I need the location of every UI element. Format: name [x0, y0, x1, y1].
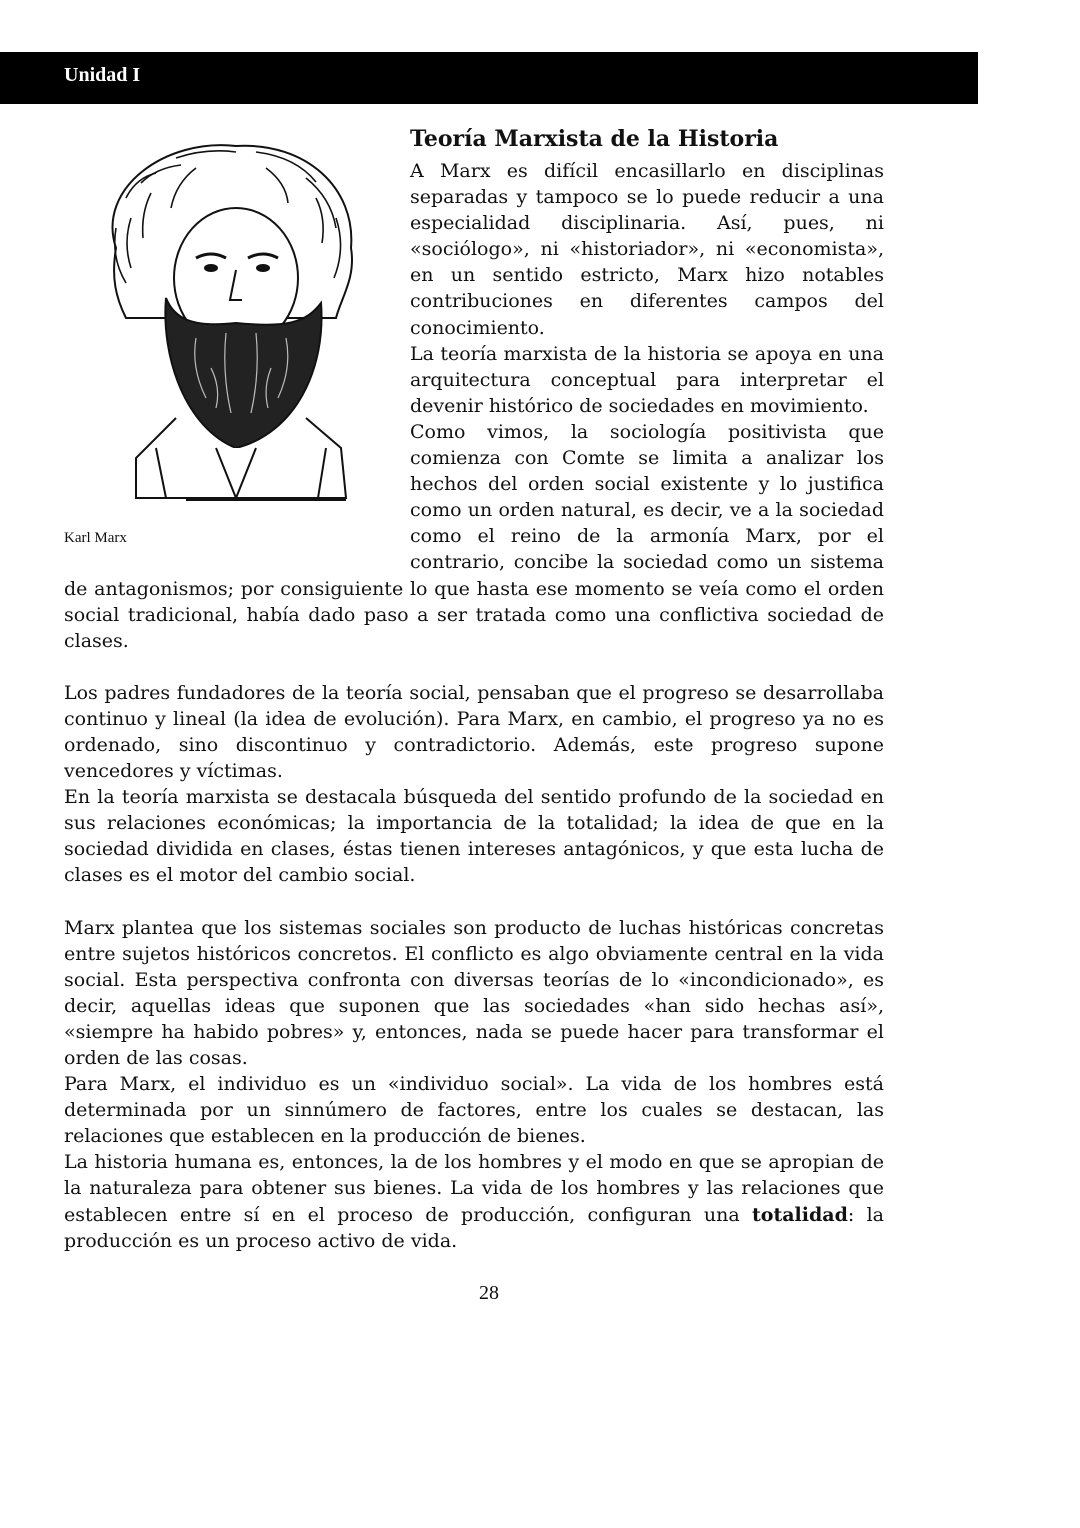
paragraph: Los padres fundadores de la teoría social, pensaban que el progreso se desarrollaba continuo y lineal (la idea de evolución). Para Marx, en cambio, el progreso ya no es ordenado, sino discontinuo y contradictorio. Además, este progreso supone vencedores y víctimas. [64, 681, 884, 783]
paragraph: A Marx es difícil encasillarlo en disciplinas separadas y tampoco se lo puede reducir a una especialidad disciplinaria. Así, pues, ni «sociólogo», ni «historiador», ni «economista», en un sentido estricto, Marx hizo notables contribuciones en diferentes campos del conocimiento. [410, 160, 884, 339]
emphasized-term: totalidad [752, 1203, 848, 1226]
paragraph-gap [64, 654, 884, 680]
article-title: Teoría Marxista de la Historia [410, 126, 779, 152]
unit-label: Unidad I [64, 64, 141, 86]
paragraph: En la teoría marxista se destacala búsqueda del sentido profundo de la sociedad en sus relaciones económicas; la importancia de la totalidad; la idea de que en la sociedad dividida en clases, éstas tienen intereses antagónicos, y que esta lucha de clases es el motor del cambio social. [64, 786, 884, 887]
paragraph: La teoría marxista de la historia se apoya en una arquitectura conceptual para interpretar el devenir histórico de sociedades en movimiento. [410, 342, 884, 417]
paragraph: Marx plantea que los sistemas sociales son producto de luchas históricas concretas entre sujetos históricos concretos. El conflicto es algo obviamente central en la vida social. Esta perspectiva confronta con diversas teorías de lo «incondicionado», es decir, aquellas ideas que suponen que las sociedades «han sido hechas así», «siempre ha habido pobres» y, entonces, nada se puede hacer para transformar el orden de las cosas. [64, 916, 884, 1069]
figure-caption: Karl Marx [64, 530, 127, 546]
paragraph-text: : la producción es un proceso activo de vida. [64, 1203, 884, 1252]
paragraph: Como vimos, la sociología positivista que comienza con Comte se limita a analizar los hechos del orden social existente y lo justifica como un orden natural, es decir, ve a la sociedad como el reino de la armonía Marx, por el contrario, concibe la sociedad como un sistema de antagonismos; por consiguiente lo que hasta ese momento se veía como el orden social tradicional, había dado paso a ser tratada como una conflictiva sociedad de clases. [64, 420, 884, 652]
article-body [64, 0, 884, 1254]
paragraph [64, 1149, 884, 1253]
paragraph: Para Marx, el individuo es un «individuo social». La vida de los hombres está determinada por un sinnúmero de factores, entre los cuales se destacan, las relaciones que establecen en la producción de bienes. [64, 1073, 884, 1148]
paragraph-text: La historia humana es, entonces, la de los hombres y el modo en que se apropian de la naturaleza para obtener sus bienes. La vida de los hombres y las relaciones que establecen entre sí en el proceso de producción, configuran una [64, 1151, 884, 1226]
paragraph-gap [64, 889, 884, 915]
page-number: 28 [479, 1282, 499, 1304]
figure-spacer [64, 0, 410, 570]
